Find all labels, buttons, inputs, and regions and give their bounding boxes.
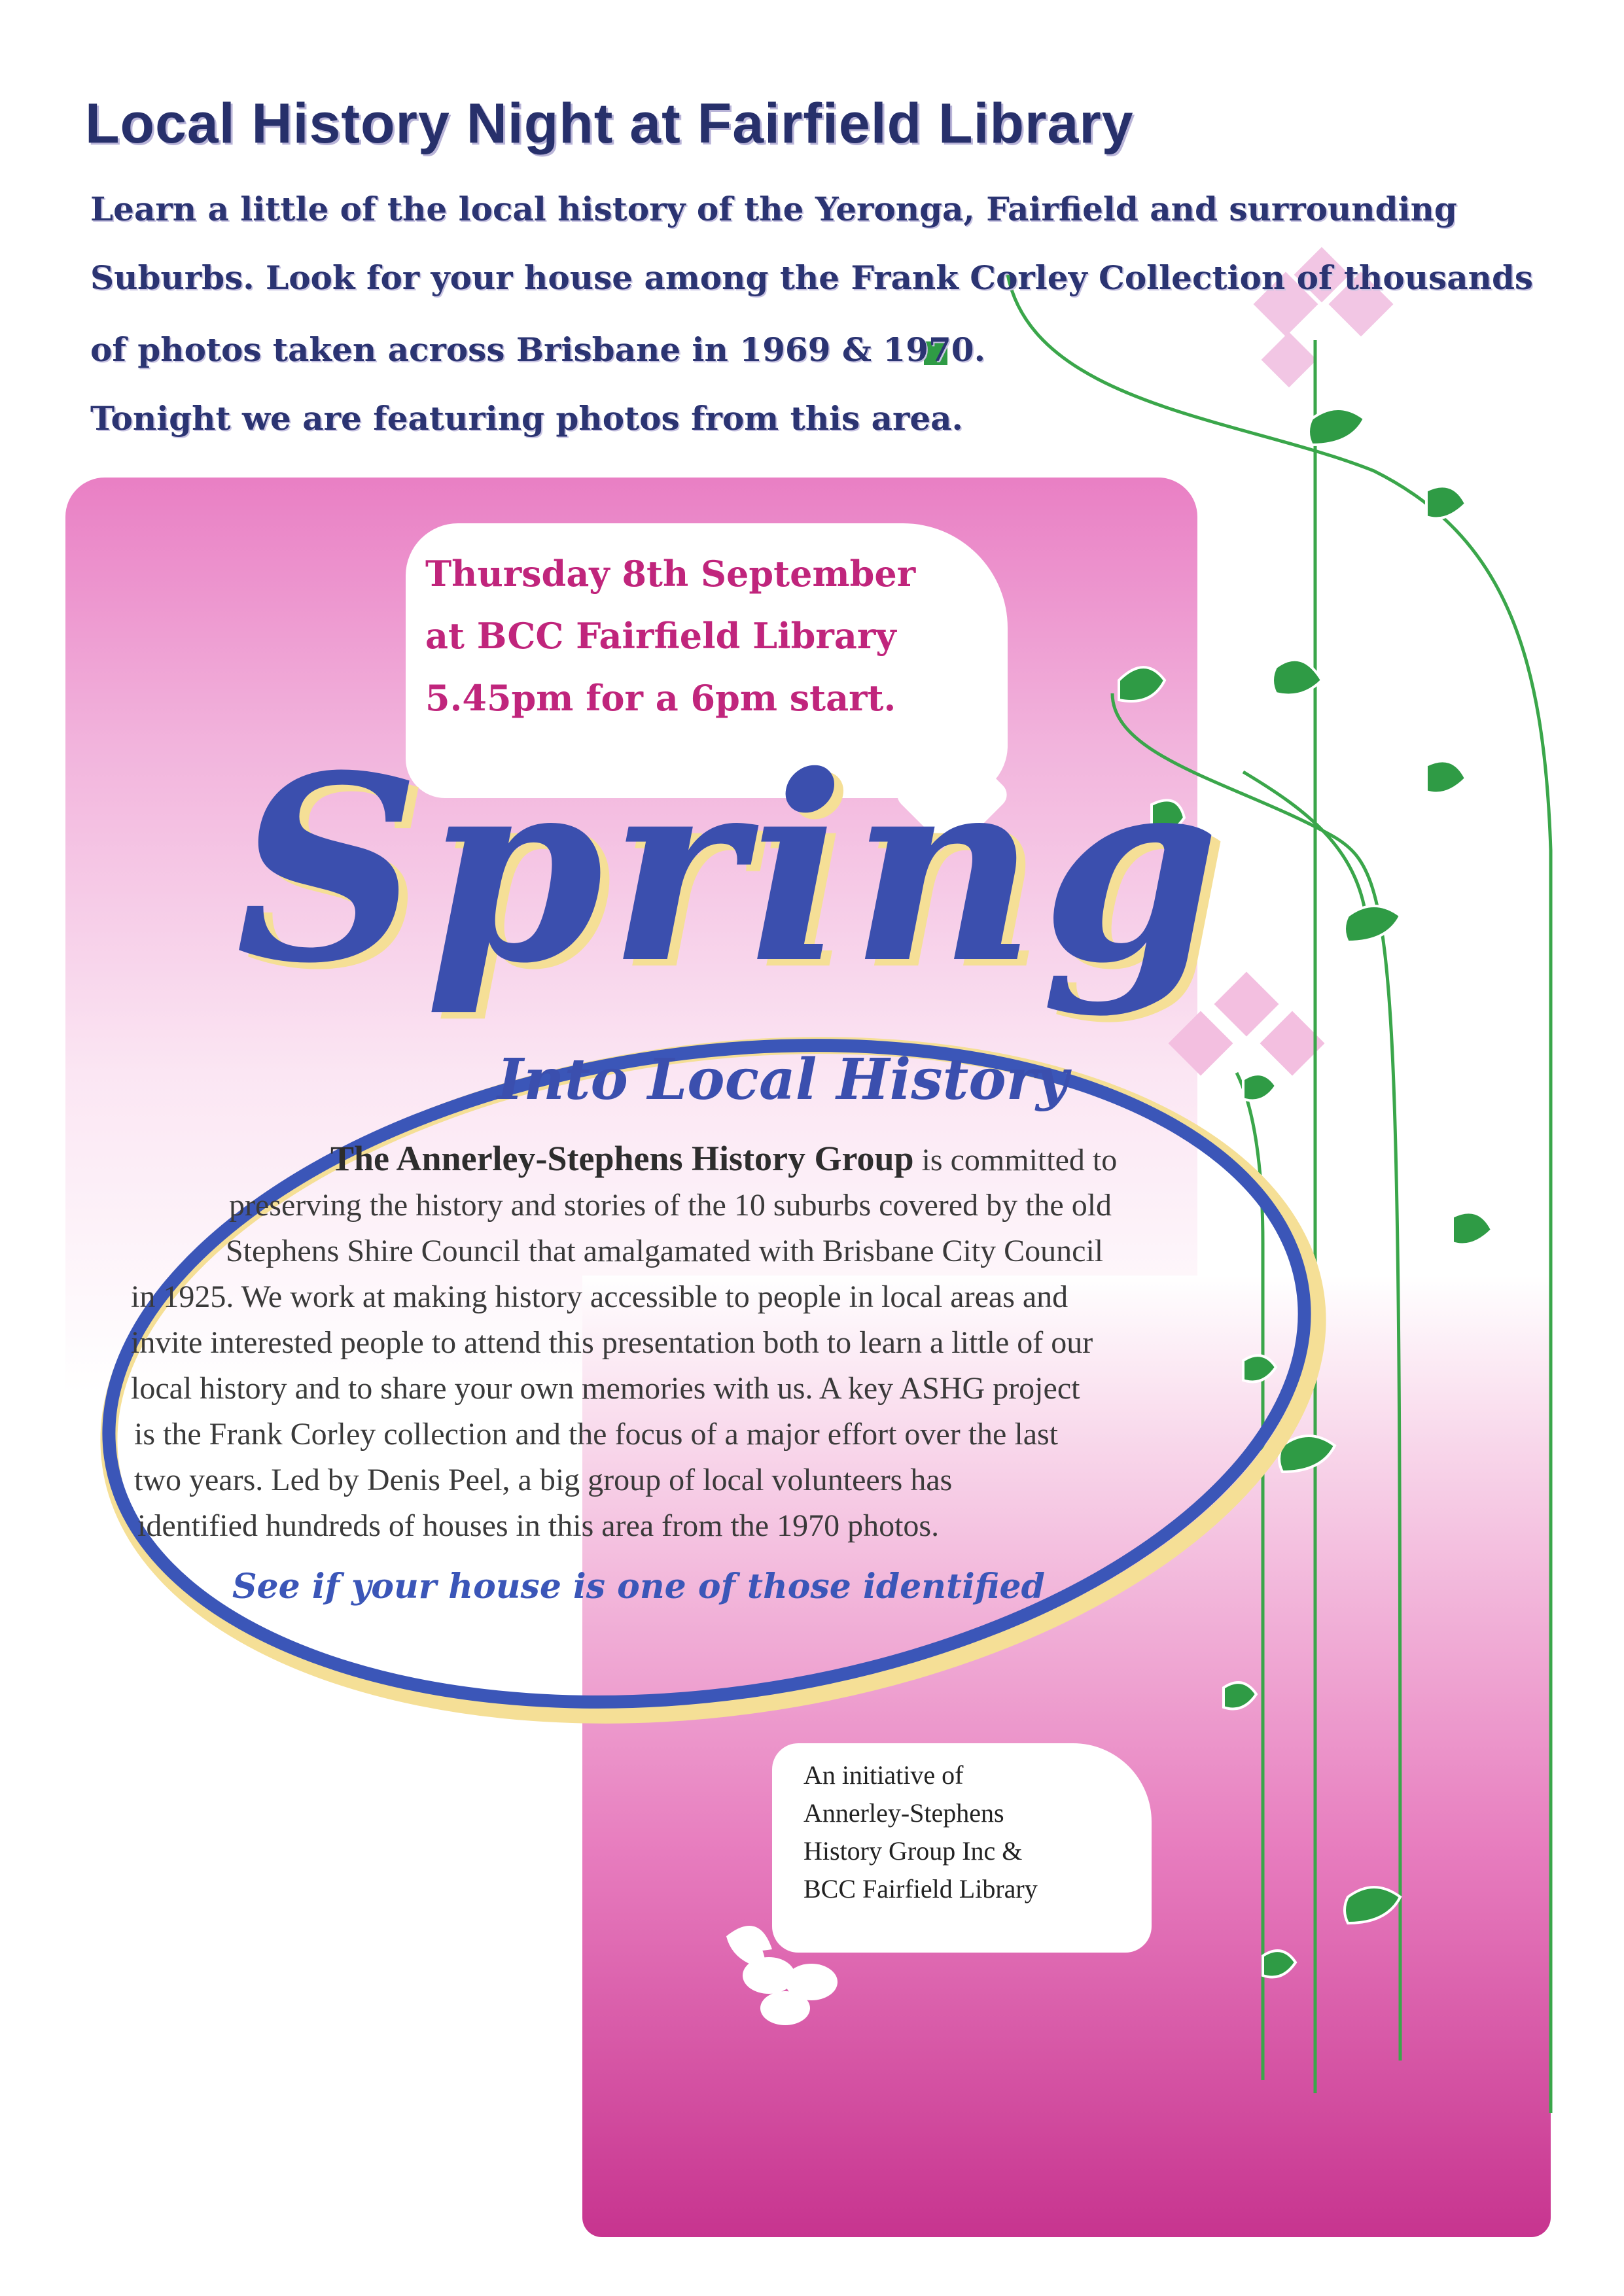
event-time: 5.45pm for a 6pm start.	[425, 677, 896, 719]
intro-line: of photos taken across Brisbane in 1969 & 1970.	[90, 330, 985, 369]
body-line: identified hundreds of houses in this area from the 1970 photos.	[137, 1508, 940, 1543]
event-location: at BCC Fairfield Library	[425, 615, 896, 657]
call-to-action: See if your house is one of those identified	[232, 1567, 1045, 1607]
initiative-line: History Group Inc &	[803, 1836, 1023, 1866]
intro-line: Tonight we are featuring photos from this area.	[90, 399, 963, 438]
initiative-line: An initiative of	[803, 1760, 964, 1790]
body-line: local history and to share your own memories with us. A key ASHG project	[131, 1371, 1080, 1406]
group-name: The Annerley-Stephens History Group	[330, 1139, 914, 1178]
body-line: preserving the history and stories of the 10 suburbs covered by the old	[229, 1188, 1112, 1223]
body-first-line-rest: is committed to	[913, 1143, 1118, 1177]
initiative-line: Annerley-Stephens	[803, 1798, 1004, 1828]
spring-subtitle: Into Local History	[497, 1047, 1069, 1113]
body-line: Stephens Shire Council that amalgamated with Brisbane City Council	[226, 1234, 1104, 1268]
body-line: is the Frank Corley collection and the focus of a major effort over the last	[134, 1417, 1059, 1452]
body-line: in 1925. We work at making history accessible to people in local areas and	[131, 1279, 1068, 1314]
intro-line: Learn a little of the local history of the Yeronga, Fairfield and surrounding	[90, 190, 1457, 228]
body-first-line	[330, 1138, 1117, 1179]
event-date: Thursday 8th September	[425, 553, 916, 595]
page-title: Local History Night at Fairfield Library	[85, 92, 1134, 155]
intro-line: Suburbs. Look for your house among the Frank Corley Collection of thousands	[90, 258, 1534, 297]
initiative-line: BCC Fairfield Library	[803, 1874, 1038, 1904]
spring-heading: Spring	[236, 720, 1226, 1019]
body-line: invite interested people to attend this presentation both to learn a little of our	[131, 1325, 1093, 1360]
body-line: two years. Led by Denis Peel, a big group of local volunteers has	[134, 1463, 953, 1497]
